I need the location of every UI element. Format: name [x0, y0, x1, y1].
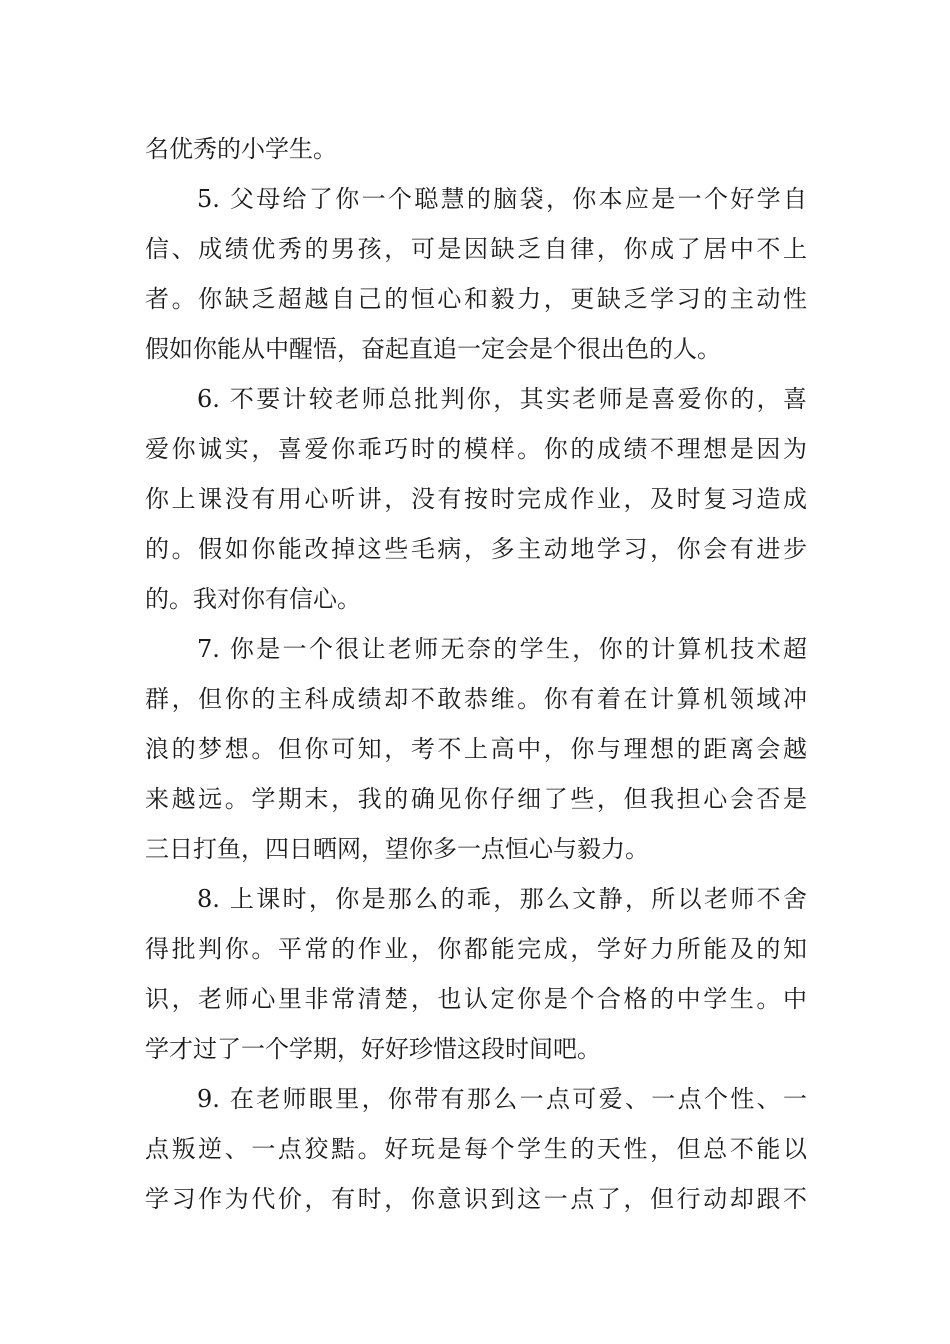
text-line: 识，老师心里非常清楚，也认定你是个合格的中学生。中	[145, 985, 807, 1013]
text-line: 群，但你的主科成绩却不敢恭维。你有着在计算机领域冲	[145, 685, 807, 713]
text-line: 三日打鱼，四日晒网，望你多一点恒心与毅力。	[145, 835, 649, 863]
paragraph-first-line: 6. 不要计较老师总批判你，其实老师是喜爱你的，喜	[197, 385, 807, 413]
text-line: 的。假如你能改掉这些毛病，多主动地学习，你会有进步	[145, 535, 807, 563]
text-line: 者。你缺乏超越自己的恒心和毅力，更缺乏学习的主动性	[145, 285, 807, 313]
text-line: 信、成绩优秀的男孩，可是因缺乏自律，你成了居中不上	[145, 235, 807, 263]
text-line: 点叛逆、一点狡黠。好玩是每个学生的天性，但总不能以	[145, 1135, 807, 1163]
text-line: 浪的梦想。但你可知，考不上高中，你与理想的距离会越	[145, 735, 807, 763]
text-line: 爱你诚实，喜爱你乖巧时的模样。你的成绩不理想是因为	[145, 435, 807, 463]
text-line: 你上课没有用心听讲，没有按时完成作业，及时复习造成	[145, 485, 807, 513]
paragraph-first-line: 8. 上课时，你是那么的乖，那么文静，所以老师不舍	[197, 885, 807, 913]
text-line: 学习作为代价，有时，你意识到这一点了，但行动却跟不	[145, 1185, 807, 1213]
text-line: 假如你能从中醒悟，奋起直追一定会是个很出色的人。	[145, 335, 721, 363]
text-line: 的。我对你有信心。	[145, 585, 361, 613]
body-text	[145, 124, 807, 1224]
paragraph-first-line: 7. 你是一个很让老师无奈的学生，你的计算机技术超	[197, 635, 807, 663]
paragraph-first-line: 5. 父母给了你一个聪慧的脑袋，你本应是一个好学自	[197, 185, 807, 213]
text-line: 得批判你。平常的作业，你都能完成，学好力所能及的知	[145, 935, 807, 963]
text-line: 来越远。学期末，我的确见你仔细了些，但我担心会否是	[145, 785, 807, 813]
text-line: 名优秀的小学生。	[145, 135, 337, 163]
text-line: 学才过了一个学期，好好珍惜这段时间吧。	[145, 1035, 601, 1063]
paragraph-first-line: 9. 在老师眼里，你带有那么一点可爱、一点个性、一	[197, 1085, 807, 1113]
